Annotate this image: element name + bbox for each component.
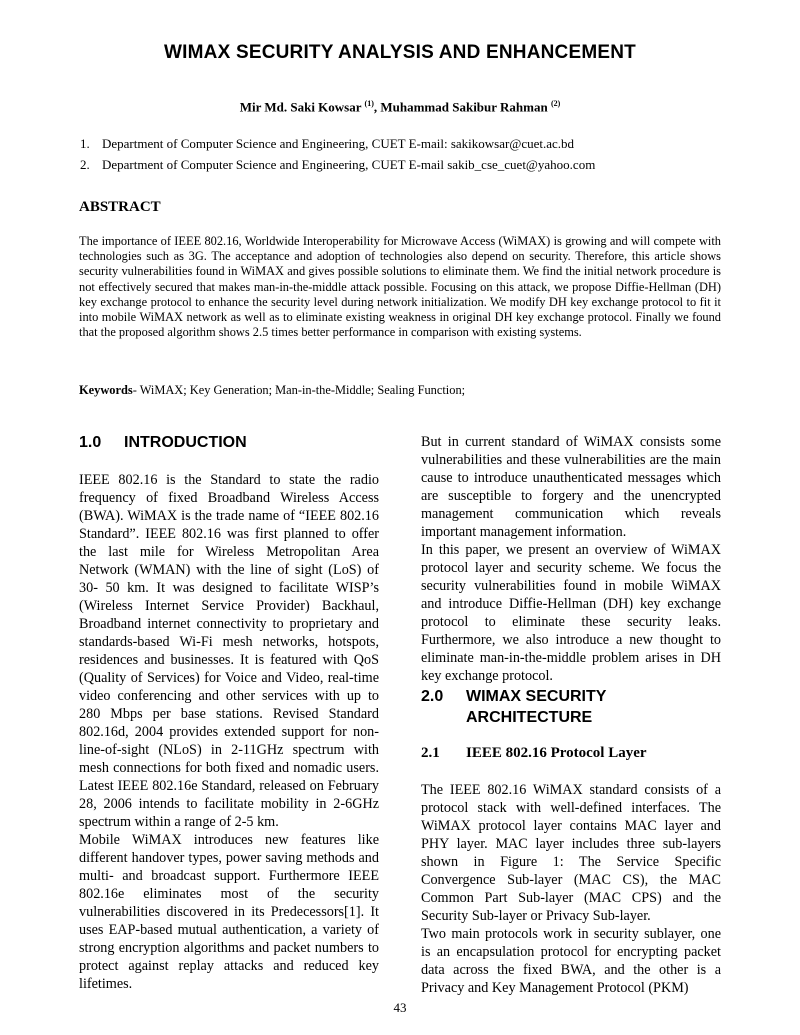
protocol-paragraph-2: Two main protocols work in security sublayer, one is an encapsulation protocol for encrypting packet data across the fixed BWA, and the other is a Privacy and Key Management Protocol (PKM) [421, 926, 721, 996]
affiliation-text: Department of Computer Science and Engineering, CUET E-mail sakib_cse_cuet@yahoo.com [102, 157, 596, 172]
author-2: Muhammad Sakibur Rahman [380, 99, 548, 115]
section-title-line-1: WIMAX SECURITY [466, 688, 607, 705]
subsection-title: IEEE 802.16 Protocol Layer [466, 745, 647, 761]
author-line [0, 99, 800, 115]
keywords-label: Keywords [79, 383, 133, 397]
author-separator: , [373, 99, 381, 115]
section-title-line-2: ARCHITECTURE [466, 709, 593, 726]
affiliation-text: Department of Computer Science and Engineering, CUET E-mail: sakikowsar@cuet.ac.bd [102, 136, 575, 151]
section-heading-security-architecture [421, 688, 721, 730]
protocol-paragraph-1: The IEEE 802.16 WiMAX standard consists of a protocol stack with well-defined interfaces. The WiMAX protocol layer contains MAC layer and PHY layer. MAC layer includes three sub-layers shown in Figure 1: The Service Specific Convergence Sub-layer (MAC CS), the MAC Common Part Sub-layer (MAC CPS) and the Security Sub-layer or Privacy Sub-layer. [421, 782, 721, 924]
intro-paragraph-4: In this paper, we present an overview of WiMAX protocol layer and security scheme. We focus the security vulnerabilities found in mobile WiMAX and introduce Diffie-Hellman (DH) key exchange protocol to eliminate these security leaks. Furthermore, we also introduce a new thought to eliminate man-in-the-middle problem arises in DH key exchange protocol. [421, 542, 721, 684]
page-number: 43 [393, 1000, 407, 1015]
affiliation-number: 2. [80, 157, 90, 172]
right-column-bottom [421, 781, 721, 997]
subsection-number: 2.1 [421, 745, 440, 761]
right-column-top [421, 433, 721, 685]
paper-title: WIMAX SECURITY ANALYSIS AND ENHANCEMENT [164, 42, 636, 63]
section-number: 2.0 [421, 688, 444, 705]
subsection-heading-protocol-layer [421, 745, 721, 765]
section-heading-introduction [79, 434, 399, 454]
abstract-heading: ABSTRACT [79, 199, 161, 215]
author-1-mark: (1) [364, 99, 374, 108]
affiliation-1 [80, 136, 574, 152]
author-2-mark: (2) [550, 99, 561, 108]
affiliation-2 [80, 157, 595, 173]
author-1: Mir Md. Saki Kowsar [239, 99, 362, 115]
section-number: 1.0 [79, 434, 102, 451]
intro-paragraph-1: IEEE 802.16 is the Standard to state the radio frequency of fixed Broadband Wireless Access (BWA). WiMAX is the trade name of “IEEE 802.16 Standard”. IEEE 802.16 was first planned to offer the last mile for Wireless Metropolitan Area Network (WMAN) with the line of sight (LoS) of 30- 50 km. It was designed to facilitate WISP’s (Wireless Internet Service Provider) Backhaul, Broadband internet connectivity to proprietary and standards-based Wi-Fi mesh networks, hotspots, residences and businesses. It is featured with QoS (Quality of Services) for Voice and Video, real-time video conferencing and other services with up to 280 Mbps per base stations. Revised Standard 802.16d, 2004 provides extended support for non-line-of-sight (NLoS) in 2-11GHz spectrum with mesh connections for both fixed and nomadic users. Latest IEEE 802.16e Standard, released on February 28, 2006 intends to facilitate mobility in 2-6GHz spectrum within a range of 2-5 km. [79, 472, 379, 830]
keywords-line [79, 383, 465, 398]
section-title: INTRODUCTION [124, 434, 247, 451]
affiliation-number: 1. [80, 136, 90, 151]
left-column [79, 471, 379, 993]
abstract-text: The importance of IEEE 802.16, Worldwide Interoperability for Microwave Access (WiMAX) is growing and will compete with technologies such as 3G. The acceptance and adoption of technologies also depend on security. Therefore, this article shows security vulnerabilities found in WiMAX and gives possible solutions to eliminate them. We find the initial network procedure is not effectively secured that makes man-in-the-middle attack possible. Focusing on this attack, we propose Diffie-Hellman (DH) key exchange protocol to enhance the security level during network initialization. We modify DH key exchange protocol to fit it into mobile WiMAX network as well as to eliminate existing weakness in original DH key exchange protocol. Finally we found that the proposed algorithm shows 2.5 times better performance in comparison with existing systems. [79, 234, 721, 340]
intro-paragraph-2: Mobile WiMAX introduces new features like different handover types, power saving methods and multi- and broadcast support. Furthermore IEEE 802.16e eliminates most of the security vulnerabilities discovered in its Predecessors[1]. It uses EAP-based mutual authentication, a variety of strong encryption algorithms and packet numbers to protect against replay attacks and reduced key lifetimes. [79, 832, 379, 992]
intro-paragraph-3: But in current standard of WiMAX consists some vulnerabilities and these vulnerabilities are the main cause to introduce unauthenticated messages which are susceptible to forgery and the unencrypted management communication which reveals important management information. [421, 434, 721, 540]
keywords-text: - WiMAX; Key Generation; Man-in-the-Middle; Sealing Function; [132, 383, 466, 397]
